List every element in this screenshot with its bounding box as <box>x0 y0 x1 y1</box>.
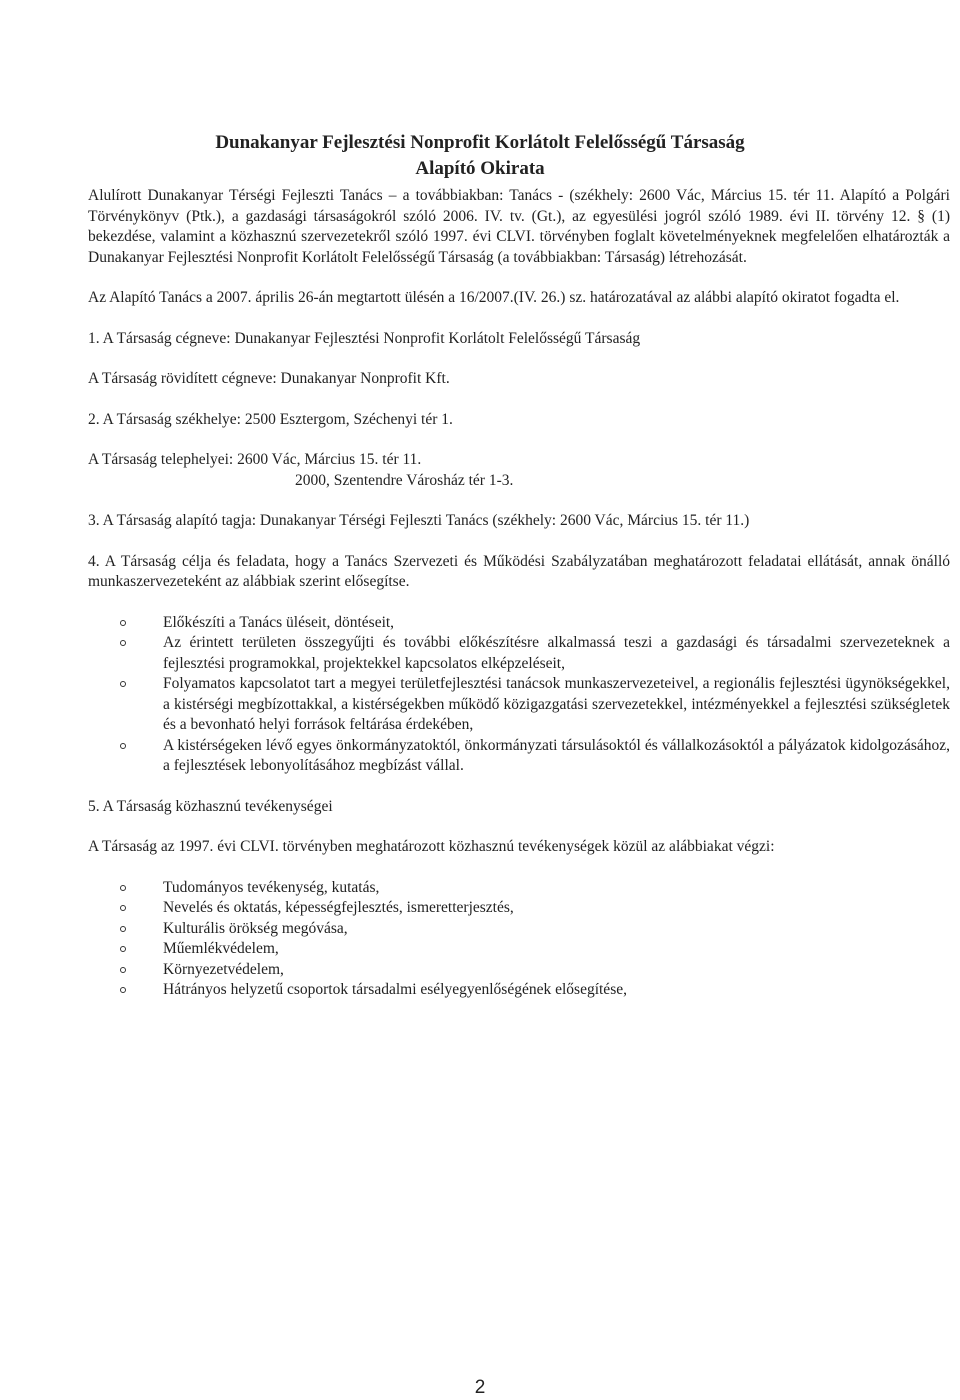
list-item: Hátrányos helyzetű csoportok társadalmi esélyegyenlőségének elősegítése, <box>88 980 950 1001</box>
bullet-icon <box>120 681 126 687</box>
document-body <box>88 186 950 1001</box>
bullet-icon <box>120 926 126 932</box>
list-item: Kulturális örökség megóvása, <box>88 919 950 940</box>
list-item: Műemlékvédelem, <box>88 939 950 960</box>
section-3-founder: 3. A Társaság alapító tagja: Dunakanyar Térségi Fejleszti Tanács (székhely: 2600 Vác, Március 15. tér 11.) <box>88 512 750 529</box>
bullet-icon <box>120 946 126 952</box>
list-item: Nevelés és oktatás, képességfejlesztés, ismeretterjesztés, <box>88 898 950 919</box>
list-item: Az érintett területen összegyűjti és további előkészítésre alkalmassá teszi a gazdasági és társadalmi szervezeteknek a fejlesztési programokkal, projektekkel kapcsolatos elképzeléseit, <box>88 633 950 674</box>
list-item: Környezetvédelem, <box>88 960 950 981</box>
section-1-company-name: 1. A Társaság cégneve: Dunakanyar Fejlesztési Nonprofit Korlátolt Felelősségű Társaság <box>88 329 641 347</box>
list-item: Előkészíti a Tanács üléseit, döntéseit, <box>88 613 950 634</box>
section-2-sites: A Társaság telephelyei: 2600 Vác, Március 15. tér 11. <box>88 451 422 468</box>
page-number: 2 <box>474 1377 486 1398</box>
adoption-paragraph: Az Alapító Tanács a 2007. április 26-án megtartott ülésén a 16/2007.(IV. 26.) sz. határozatával az alábbi alapító okiratot fogadta el. <box>88 289 900 306</box>
list-item: Tudományos tevékenység, kutatás, <box>88 878 950 899</box>
intro-paragraph: Alulírott Dunakanyar Térségi Fejleszti Tanács – a továbbiakban: Tanács - (székhely: 2600 Vác, Március 15. tér 11. Alapító a Polgári Törvénykönyv (Ptk.), a gazdasági társaságokról szóló 2006. IV. tv. (Gt.), az egyesülési jogról szóló 1989. évi II. törvény 12. § (1) bekezdése, valamint a közhasznú szervezetekről szóló 1997. évi CLVI. törvényben foglalt követelményeknek megfelelően elhatározták a Dunakanyar Fejlesztési Nonprofit Korlátolt Felelősségű Társaság (a továbbiakban: Társaság) létrehozását. <box>88 187 950 266</box>
bullet-icon <box>120 743 126 749</box>
bullet-icon <box>120 640 126 646</box>
document-subtitle: Alapító Okirata <box>415 158 545 179</box>
bullet-icon <box>120 967 126 973</box>
section-1-short-name: A Társaság rövidített cégneve: Dunakanyar Nonprofit Kft. <box>88 370 450 387</box>
bullet-icon <box>120 620 126 626</box>
section-5-intro: A Társaság az 1997. évi CLVI. törvényben meghatározott közhasznú tevékenységek közül az alábbiakat végzi: <box>88 838 775 855</box>
bullet-icon <box>120 885 126 891</box>
bullet-icon <box>120 905 126 911</box>
list-item: Folyamatos kapcsolatot tart a megyei területfejlesztési tanácsok munkaszervezeteivel, a regionális fejlesztési ügynökségekkel, a kistérségi megbízottakkal, a kistérségekben működő közigazgatási szervezetekkel, intézményekkel a fejlesztési szükségletek és a bevonható helyi források feltárása érdekében, <box>88 674 950 736</box>
section-4-goal: 4. A Társaság célja és feladata, hogy a Tanács Szervezeti és Működési Szabályzatában meghatározott feladatai ellátását, annak önálló munkaszervezeteként az alábbiak szerint elősegítse. <box>88 552 950 590</box>
list-item: A kistérségeken lévő egyes önkormányzatoktól, önkormányzati társulásoktól és vállalkozásoktól a pályázatok kidolgozásához, a fejlesztések lebonyolításához megbízást vállal. <box>88 736 950 777</box>
section-4-task-list <box>88 613 950 777</box>
section-2-sites-second: 2000, Szentendre Városház tér 1-3. <box>295 471 514 489</box>
section-5-title: 5. A Társaság közhasznú tevékenységei <box>88 797 333 815</box>
bullet-icon <box>120 987 126 993</box>
document-header <box>0 130 960 182</box>
section-5-activity-list <box>88 878 950 1001</box>
section-2-seat: 2. A Társaság székhelye: 2500 Esztergom, Széchenyi tér 1. <box>88 410 453 428</box>
document-title: Dunakanyar Fejlesztési Nonprofit Korlátolt Felelősségű Társaság <box>215 132 745 153</box>
